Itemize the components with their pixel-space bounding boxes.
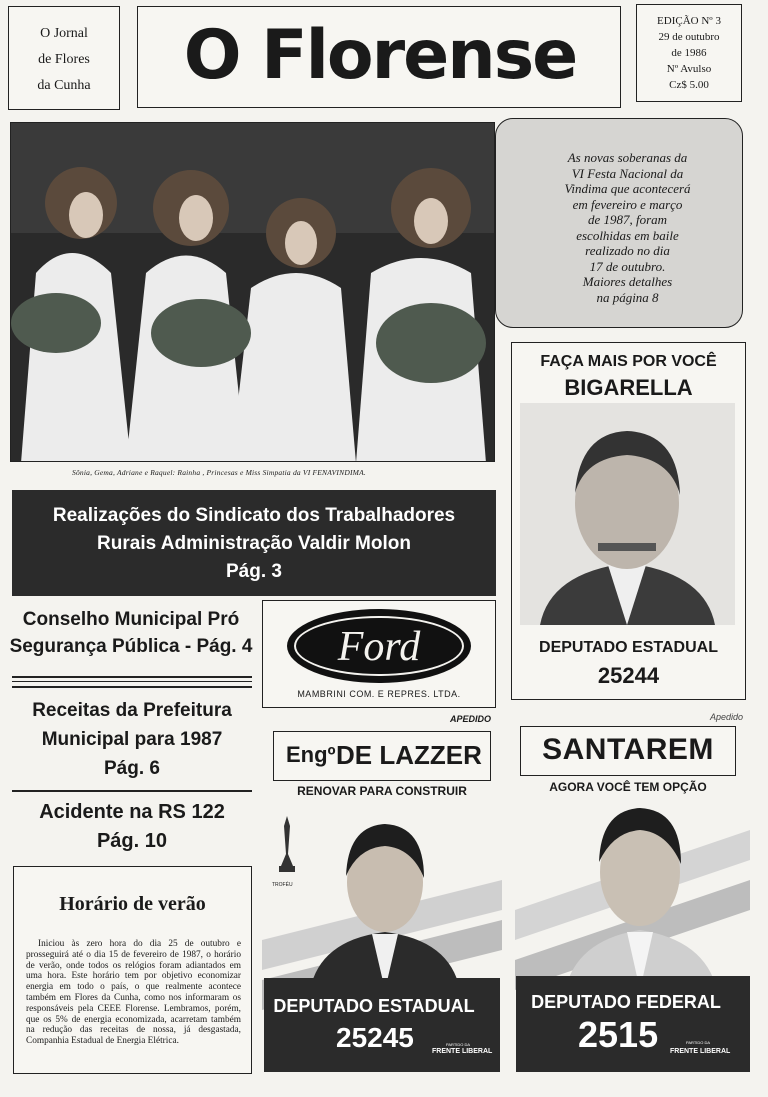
lazzer-number: 25245 — [336, 1022, 414, 1053]
santarem-number: 2515 — [578, 1014, 659, 1055]
callout-line: de 1987, foram — [587, 212, 668, 227]
headline-conselho — [0, 606, 262, 660]
masthead-tagline-2: de Flores — [38, 52, 90, 67]
edition-price: Cz$ 5.00 — [669, 79, 709, 91]
headline-acidente — [6, 798, 258, 856]
ford-logo: Ford — [337, 624, 421, 670]
lazzer-office: DEPUTADO ESTADUAL — [273, 996, 475, 1016]
edition-date: 29 de outubro — [658, 31, 720, 43]
bigarella-portrait — [520, 403, 735, 625]
bigarella-ad — [511, 342, 746, 700]
horario-box — [13, 866, 252, 1074]
cover-photo-figures — [11, 123, 495, 462]
cover-photo-caption: Sônia, Gema, Adriane e Raquel: Rainha , Princesas e Miss Simpatia da VI FENAVINDIMA. — [72, 468, 366, 477]
callout-line: Vindima que acontecerá — [564, 181, 691, 196]
headline-receitas-line1: Receitas da Prefeitura — [32, 700, 232, 721]
bigarella-slogan: FAÇA MAIS POR VOCÊ — [540, 353, 717, 370]
headline-receitas-page: Pág. 6 — [104, 758, 160, 779]
lazzer-figure — [300, 820, 470, 990]
ford-ad — [262, 600, 496, 708]
santarem-party-name: FRENTE LIBERAL — [670, 1048, 731, 1055]
divider — [12, 676, 252, 678]
lazzer-name: DE LAZZER — [336, 740, 482, 770]
lazzer-apedido: APEDIDO — [450, 714, 492, 724]
santarem-apedido: Apedido — [710, 712, 744, 722]
trophy-label: TROFÉU — [272, 882, 293, 888]
callout-line: realizado no dia — [585, 243, 670, 258]
headline-receitas-line2: Municipal para 1987 — [41, 729, 223, 750]
ford-oval — [287, 609, 471, 683]
lazzer-party-small: PARTIDO DA — [446, 1042, 471, 1047]
masthead-left-box — [8, 6, 120, 110]
callout-line: em fevereiro e março — [572, 196, 683, 212]
headline-conselho-line1: Conselho Municipal Pró — [22, 609, 240, 630]
lazzer-slogan: RENOVAR PARA CONSTRUIR — [297, 784, 467, 798]
santarem-name-box — [520, 726, 736, 776]
callout-line: 17 de outubro. — [589, 258, 666, 274]
horario-title: Horário de verão — [59, 893, 206, 915]
headline-acidente-line1: Acidente na RS 122 — [39, 801, 225, 823]
santarem-party-small: PARTIDO DA — [686, 1040, 711, 1045]
lazzer-banner — [264, 978, 500, 1072]
lazzer-prefix: Engº — [286, 742, 336, 767]
horario-body: Iniciou às zero hora do dia 25 de outubro e prosseguirá até o dia 15 de fevereiro de 1987, o horário de verão, onde todos os relógios foram adiantados em uma hora. Este horário tem por objetivo economizar energia em todo o país, o que realmente acontece também em Flores da Cunha, como nos informaram os responsáveis pela CEEE Florense. Lembramos, porém, que os 5% de energia economizada, acarretam também na redução das receitas de nossa, já desgastada, Companhia Estadual de Energia Elétrica. — [26, 939, 241, 1047]
headline-acidente-page: Pág. 10 — [96, 830, 168, 852]
edition-number: EDIÇÃO Nº 3 — [657, 15, 721, 27]
lazzer-portrait — [300, 820, 470, 990]
santarem-figure — [555, 800, 725, 990]
bigarella-figure — [520, 403, 735, 625]
masthead-tagline-1: O Jornal — [40, 26, 88, 41]
bigarella-office: DEPUTADO ESTADUAL — [539, 639, 718, 656]
callout-line: escolhidas em baile — [576, 227, 679, 243]
masthead-title: O Florense — [183, 16, 577, 95]
divider — [12, 790, 252, 792]
ford-dealer: MAMBRINI COM. E REPRES. LTDA. — [297, 689, 461, 699]
bigarella-name: BIGARELLA — [564, 375, 693, 400]
santarem-name: SANTAREM — [542, 733, 714, 766]
santarem-portrait — [555, 800, 725, 990]
callout-line: VI Festa Nacional da — [571, 165, 684, 181]
headline-conselho-line2: Segurança Pública - Pág. 4 — [9, 636, 253, 657]
edition-year: de 1986 — [671, 47, 707, 59]
lazzer-name-box — [273, 731, 491, 781]
headline-receitas — [6, 696, 258, 783]
divider — [12, 686, 252, 688]
headline-sindicato-page: Pág. 3 — [226, 561, 282, 582]
callout-line: Maiores detalhes — [582, 274, 673, 289]
callout-line: na página 8 — [596, 289, 659, 305]
edition-box — [636, 4, 742, 102]
santarem-office: DEPUTADO FEDERAL — [531, 992, 721, 1012]
headline-sindicato-line1: Realizações do Sindicato dos Trabalhadores — [52, 505, 456, 526]
santarem-slogan: AGORA VOCÊ TEM OPÇÃO — [549, 780, 707, 794]
lazzer-party-name: FRENTE LIBERAL — [432, 1048, 493, 1055]
callout-text — [525, 150, 730, 305]
headline-sindicato-line2: Rurais Administração Valdir Molon — [97, 533, 411, 554]
bigarella-number: 25244 — [597, 663, 660, 688]
santarem-banner — [516, 976, 750, 1072]
divider — [12, 681, 252, 682]
callout-line: As novas soberanas da — [567, 150, 688, 165]
masthead-tagline-3: da Cunha — [37, 78, 91, 93]
edition-avulso: Nº Avulso — [666, 63, 712, 75]
cover-photo — [10, 122, 495, 462]
headline-sindicato — [12, 490, 496, 596]
